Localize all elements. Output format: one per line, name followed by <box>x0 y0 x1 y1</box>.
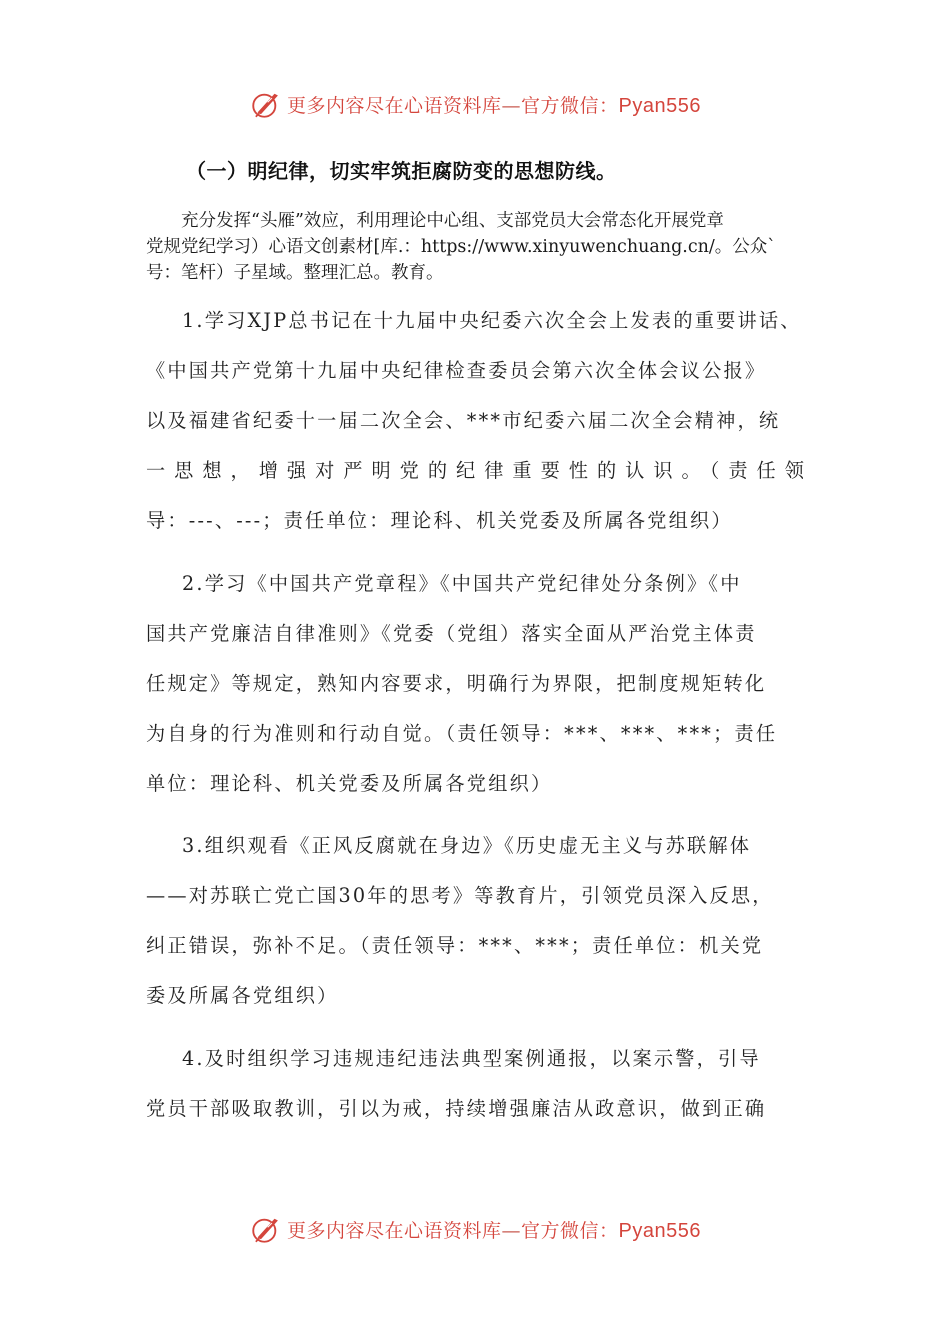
intro-paragraph <box>146 208 811 286</box>
list-item-line: ——对苏联亡党亡国30年的思考》等教育片，引领党员深入反思， <box>146 884 774 907</box>
list-item-line: 国共产党廉洁自律准则》《党委（党组）落实全面从严治党主体责 <box>146 622 757 645</box>
section-heading: （一）明纪律，切实牢筑拒腐防变的思想防线。 <box>186 159 617 183</box>
header-banner <box>0 84 950 124</box>
intro-line-2: 党规党纪学习）心语文创素材[库.：https://www.xinyuwenchuang.cn/。公众` <box>146 237 777 257</box>
list-item-line: 1.学习XJP总书记在十九届中央纪委六次全会上发表的重要讲话、 <box>182 309 802 332</box>
list-item-line: 以及福建省纪委十一届二次全会、***市纪委六届二次全会精神，统 <box>146 409 781 432</box>
quill-pen-logo-icon <box>249 1212 283 1246</box>
list-item-line: 导：---、---；责任单位：理论科、机关党委及所属各党组织） <box>146 509 733 532</box>
list-item-line: 纠正错误，弥补不足。（责任领导：***、***；责任单位：机关党 <box>146 934 764 957</box>
list-item-line: 党员干部吸取教训，引以为戒，持续增强廉洁从政意识，做到正确 <box>146 1097 767 1120</box>
banner-text: 更多内容尽在心语资料库—官方微信：Pyan556 <box>287 94 701 117</box>
intro-line-1: 充分发挥“头雁”效应，利用理论中心组、支部党员大会常态化开展党章 <box>181 211 724 231</box>
list-item-3 <box>146 821 808 1021</box>
list-item-line: 3.组织观看《正风反腐就在身边》《历史虚无主义与苏联解体 <box>182 834 752 857</box>
list-item-line: 委及所属各党组织） <box>146 984 339 1007</box>
quill-pen-logo-icon <box>249 87 283 121</box>
list-item-line: 2.学习《中国共产党章程》《中国共产党纪律处分条例》《中 <box>182 572 742 595</box>
banner-text: 更多内容尽在心语资料库—官方微信：Pyan556 <box>287 1219 701 1242</box>
list-item-line: 单位：理论科、机关党委及所属各党组织） <box>146 772 553 795</box>
list-item-2 <box>146 559 808 809</box>
list-item-line: 为自身的行为准则和行动自觉。（责任领导：***、***、***；责任 <box>146 722 778 745</box>
footer-banner <box>0 1209 950 1249</box>
list-item-4 <box>146 1034 808 1134</box>
list-item-1 <box>146 296 813 546</box>
list-item-line: 任规定》等规定，熟知内容要求，明确行为界限，把制度规矩转化 <box>146 672 767 695</box>
list-item-line: 一思想，增强对严明党的纪律重要性的认识。（责任领 <box>146 459 813 482</box>
list-item-line: 《中国共产党第十九届中央纪律检查委员会第六次全体会议公报》 <box>146 359 767 382</box>
intro-line-3: 号：笔杆）子星域。整理汇总。教育。 <box>146 263 444 283</box>
list-item-line: 4.及时组织学习违规违纪违法典型案例通报，以案示警，引导 <box>182 1047 761 1070</box>
